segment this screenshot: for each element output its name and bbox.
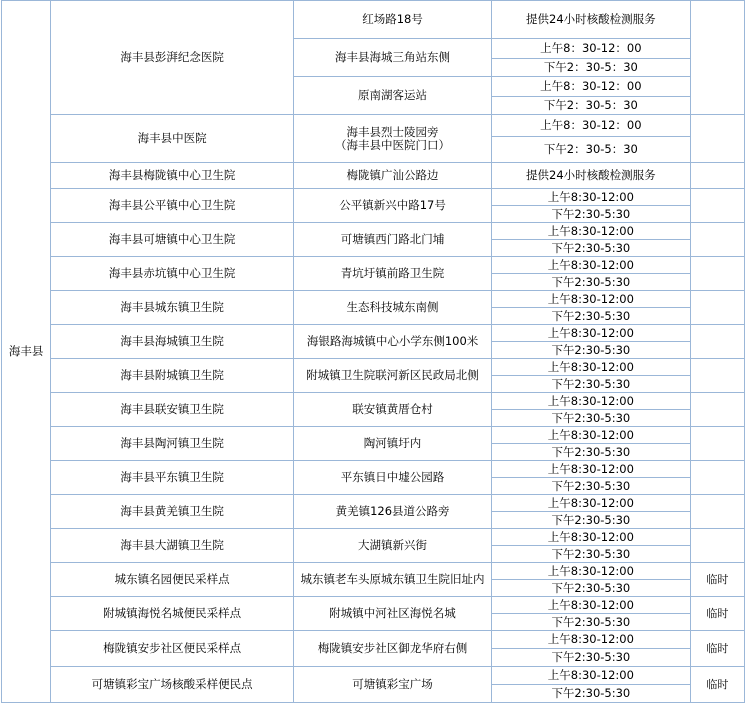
hours-cell: 提供24小时核酸检测服务 [491,1,690,39]
hours-cell: 下午2:30-5:30 [491,546,690,563]
address-text: 联安镇黄厝仓村 [352,402,433,416]
hours-cell: 上午8：30-12：00 [491,77,690,97]
hours-cell: 下午2:30-5:30 [491,376,690,393]
hours-cell: 下午2：30-5：30 [491,97,690,115]
hours-cell: 下午2:30-5:30 [491,649,690,667]
site-name-cell: 海丰县大湖镇卫生院 [51,529,294,563]
address-cell [294,631,492,667]
address-cell [294,39,492,77]
address-cell [294,393,492,427]
hours-cell: 上午8:30-12:00 [491,461,690,478]
hours-cell: 上午8:30-12:00 [491,223,690,240]
note-cell [690,393,744,427]
address-text: 海丰县海城三角站东侧 [335,50,451,64]
note-cell [690,427,744,461]
address-text: 可塘镇西门路北门埔 [340,232,445,246]
note-cell [690,189,744,223]
address-text: 生态科技城东南侧 [346,300,439,314]
hours-cell: 上午8:30-12:00 [491,563,690,580]
note-cell [690,495,744,529]
address-text: 海银路海城镇中心小学东侧100米 [306,334,479,348]
table-row [2,667,745,685]
note-cell [690,529,744,563]
note-cell [690,163,744,189]
hours-cell: 下午2：30-5：30 [491,59,690,77]
note-cell [690,1,744,115]
address-text: 城东镇老车头原城东镇卫生院旧址内 [300,572,485,586]
hours-cell: 下午2:30-5:30 [491,614,690,631]
table-row [2,631,745,649]
address-cell [294,189,492,223]
hours-cell: 上午8：30-12：00 [491,39,690,59]
hours-cell: 下午2:30-5:30 [491,240,690,257]
address-cell [294,291,492,325]
hours-cell: 上午8:30-12:00 [491,495,690,512]
address-cell [294,495,492,529]
address-cell [294,529,492,563]
site-name-cell: 海丰县陶河镇卫生院 [51,427,294,461]
address-text: 海丰县烈士陵园旁 [346,124,439,139]
address-cell [294,359,492,393]
hours-cell: 上午8:30-12:00 [491,325,690,342]
hours-cell: 上午8:30-12:00 [491,291,690,308]
hours-cell: 下午2:30-5:30 [491,580,690,597]
note-cell: 临时 [690,631,744,667]
site-name-cell: 海丰县赤坑镇中心卫生院 [51,257,294,291]
table-row [2,115,745,137]
address-text: 陶河镇圩内 [363,436,422,450]
hours-cell: 上午8：30-12：00 [491,115,690,137]
address-text: 青坑圩镇前路卫生院 [340,266,445,280]
table-row [2,1,745,39]
address-cell [294,115,492,163]
address-cell [294,163,492,189]
hours-cell: 上午8:30-12:00 [491,427,690,444]
address-cell [294,597,492,631]
hours-cell: 上午8:30-12:00 [491,257,690,274]
site-name-cell: 可塘镇彩宝广场核酸采样便民点 [51,667,294,703]
note-cell [690,461,744,495]
table-row [2,163,745,189]
address-text: 红场路18号 [362,12,423,26]
address-text: 梅陇镇广汕公路边 [346,168,439,182]
address-cell [294,427,492,461]
testing-sites-table [1,0,745,703]
address-cell [294,77,492,115]
site-name-cell: 海丰县附城镇卫生院 [51,359,294,393]
hours-cell: 下午2:30-5:30 [491,685,690,703]
address-cell [294,257,492,291]
note-cell [690,223,744,257]
site-name-cell: 海丰县公平镇中心卫生院 [51,189,294,223]
hours-cell: 下午2:30-5:30 [491,308,690,325]
address-text: 平东镇日中墟公园路 [340,470,445,484]
table-row [2,427,745,444]
site-name-cell: 海丰县黄羌镇卫生院 [51,495,294,529]
table-row [2,189,745,206]
hours-cell: 上午8:30-12:00 [491,359,690,376]
site-name-cell: 海丰县中医院 [51,115,294,163]
hours-cell: 下午2:30-5:30 [491,206,690,223]
address-text: 原南湖客运站 [358,88,428,102]
table-row [2,529,745,546]
county-cell: 海丰县 [2,1,51,703]
address-cell [294,563,492,597]
table-row [2,325,745,342]
address-cell [294,667,492,703]
note-cell [690,257,744,291]
hours-cell: 下午2:30-5:30 [491,512,690,529]
site-name-cell: 海丰县可塘镇中心卫生院 [51,223,294,257]
hours-cell: 提供24小时核酸检测服务 [491,163,690,189]
table-row [2,563,745,580]
site-name-cell: 城东镇名园便民采样点 [51,563,294,597]
address-cell [294,223,492,257]
note-cell: 临时 [690,563,744,597]
address-text: 附城镇卫生院联河新区民政局北侧 [306,368,479,382]
note-cell [690,115,744,163]
note-cell: 临时 [690,667,744,703]
address-text: 附城镇中河社区海悦名城 [329,606,456,620]
hours-cell: 上午8:30-12:00 [491,667,690,685]
table-row [2,223,745,240]
table-row [2,495,745,512]
site-name-cell: 梅陇镇安步社区便民采样点 [51,631,294,667]
hours-cell: 下午2:30-5:30 [491,274,690,291]
table-row [2,461,745,478]
address-cell [294,1,492,39]
hours-cell: 上午8:30-12:00 [491,597,690,614]
address-text: 黄羌镇126县道公路旁 [335,504,450,518]
site-name-cell: 海丰县平东镇卫生院 [51,461,294,495]
table-row [2,257,745,274]
table-row [2,359,745,376]
site-name-cell: 海丰县海城镇卫生院 [51,325,294,359]
hours-cell: 下午2:30-5:30 [491,444,690,461]
site-name-cell: 海丰县梅陇镇中心卫生院 [51,163,294,189]
address-text: 可塘镇彩宝广场 [352,677,433,691]
note-cell [690,291,744,325]
hours-cell: 上午8:30-12:00 [491,631,690,649]
site-name-cell: 附城镇海悦名城便民采样点 [51,597,294,631]
address-text: 公平镇新兴中路17号 [339,198,446,212]
address-text: 梅陇镇安步社区御龙华府右侧 [317,641,468,655]
address-cell [294,325,492,359]
table-row [2,291,745,308]
hours-cell: 下午2：30-5：30 [491,137,690,163]
address-cell [294,461,492,495]
note-cell [690,325,744,359]
hours-cell: 下午2:30-5:30 [491,478,690,495]
note-cell: 临时 [690,597,744,631]
hours-cell: 上午8:30-12:00 [491,529,690,546]
hours-cell: 下午2:30-5:30 [491,342,690,359]
site-name-cell: 海丰县城东镇卫生院 [51,291,294,325]
hours-cell: 下午2:30-5:30 [491,410,690,427]
site-name-cell: 海丰县联安镇卫生院 [51,393,294,427]
hours-cell: 上午8:30-12:00 [491,393,690,410]
table-row [2,393,745,410]
note-cell [690,359,744,393]
address-text: 大湖镇新兴街 [358,538,428,552]
hours-cell: 上午8:30-12:00 [491,189,690,206]
table-row [2,597,745,614]
site-name-cell: 海丰县彭湃纪念医院 [51,1,294,115]
address-text-line2: （海丰县中医院门口） [335,137,451,152]
